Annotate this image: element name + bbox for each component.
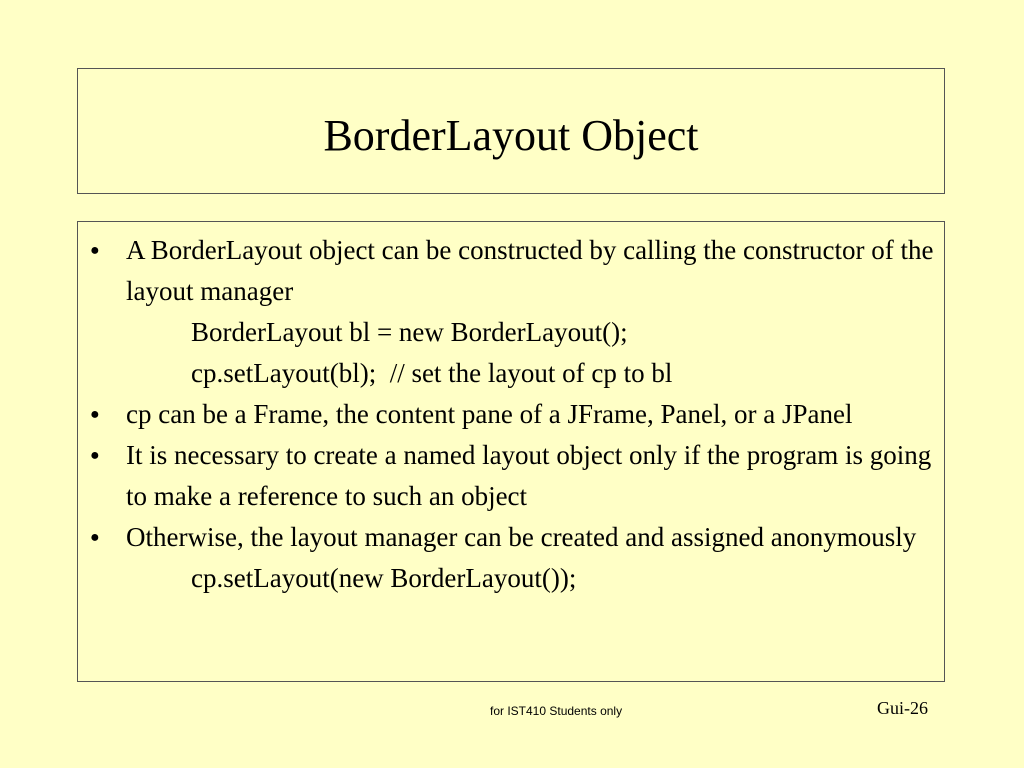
bullet-item (78, 435, 934, 517)
bullet-icon: ● (90, 529, 100, 546)
bullet-list (78, 230, 934, 599)
bullet-icon: ● (90, 242, 100, 259)
bullet-text: A BorderLayout object can be constructed by calling the constructor of the layout manager (126, 235, 934, 306)
bullet-item (78, 230, 934, 394)
bullet-icon: ● (90, 406, 100, 423)
footer-text: for IST410 Students only (490, 704, 623, 718)
bullet-icon: ● (90, 447, 100, 464)
bullet-item (78, 517, 934, 599)
code-line: cp.setLayout(bl); // set the layout of cp to bl (191, 358, 673, 388)
title-box (77, 68, 945, 194)
bullet-text: It is necessary to create a named layout object only if the program is going to make a reference to such an object (126, 440, 932, 511)
slide-title: BorderLayout Object (323, 110, 699, 160)
bullet-item (78, 394, 934, 435)
content-box (77, 221, 945, 682)
page-number: Gui-26 (877, 698, 928, 718)
code-line: BorderLayout bl = new BorderLayout(); (191, 317, 628, 347)
code-line: cp.setLayout(new BorderLayout()); (191, 563, 577, 593)
bullet-text: cp can be a Frame, the content pane of a JFrame, Panel, or a JPanel (126, 399, 853, 429)
bullet-text: Otherwise, the layout manager can be created and assigned anonymously (126, 522, 917, 552)
